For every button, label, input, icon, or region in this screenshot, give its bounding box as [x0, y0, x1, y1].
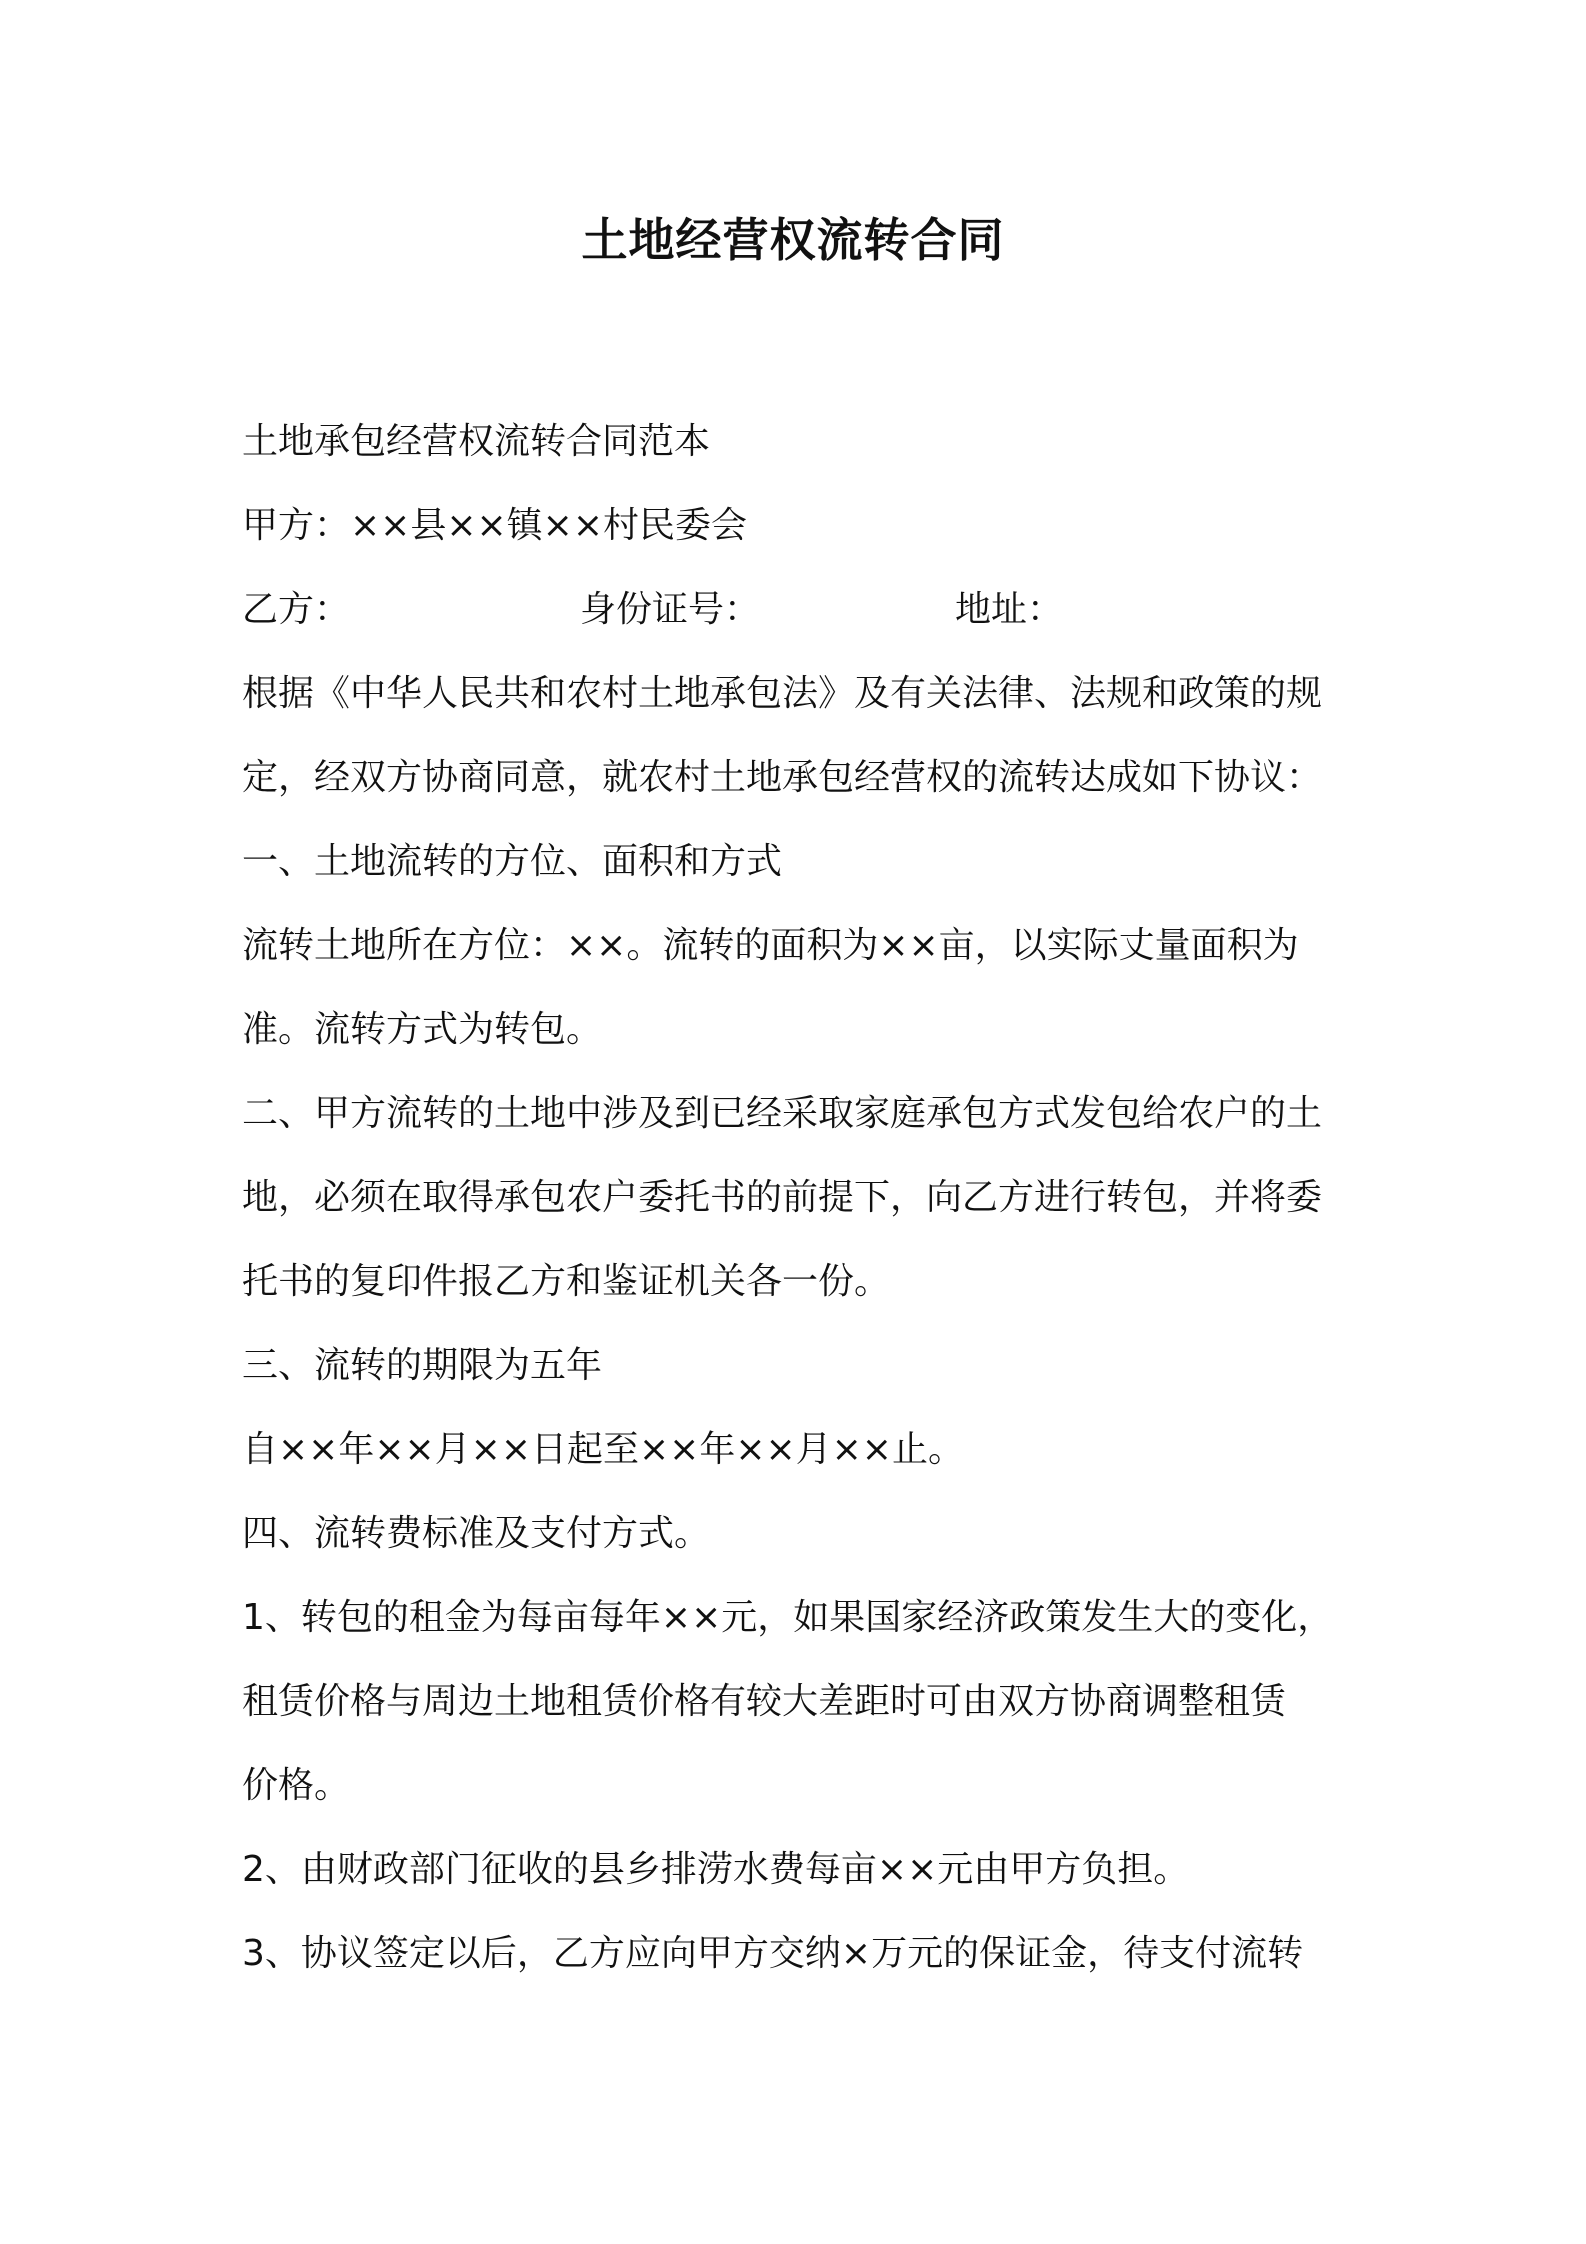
paragraph-line: 托书的复印件报乙方和鉴证机关各一份。 — [242, 1261, 891, 1302]
paragraph-line: 流转土地所在方位：××。流转的面积为××亩，以实际丈量面积为 — [242, 925, 1299, 966]
section-heading: 一、土地流转的方位、面积和方式 — [242, 841, 783, 882]
paragraph-line: 定，经双方协商同意，就农村土地承包经营权的流转达成如下协议： — [242, 757, 1323, 798]
document-body — [242, 400, 1372, 1996]
paragraph-line: 准。流转方式为转包。 — [242, 1009, 603, 1050]
document-title: 土地经营权流转合同 — [581, 213, 1005, 267]
section-heading: 二、甲方流转的土地中涉及到已经采取家庭承包方式发包给农户的土 — [242, 1093, 1323, 1134]
paragraph-line: 1、转包的租金为每亩每年××元，如果国家经济政策发生大的变化， — [242, 1597, 1334, 1638]
paragraph-line: 2、由财政部门征收的县乡排涝水费每亩××元由甲方负担。 — [242, 1849, 1190, 1890]
paragraph-line: 自××年××月××日起至××年××月××止。 — [242, 1429, 964, 1470]
address-label: 地址： — [955, 589, 1064, 630]
paragraph-line: 3、协议签定以后，乙方应向甲方交纳×万元的保证金，待支付流转 — [242, 1933, 1304, 1974]
paragraph-line: 租赁价格与周边土地租赁价格有较大差距时可由双方协商调整租赁 — [242, 1681, 1287, 1722]
party-b-info-row — [242, 568, 1372, 652]
section-heading: 三、流转的期限为五年 — [242, 1345, 603, 1386]
party-b-label: 乙方： — [242, 589, 351, 630]
party-a-line: 甲方：××县××镇××村民委会 — [242, 505, 747, 546]
paragraph-line: 地，必须在取得承包农户委托书的前提下，向乙方进行转包，并将委 — [242, 1177, 1323, 1218]
paragraph-line: 根据《中华人民共和农村土地承包法》及有关法律、法规和政策的规 — [242, 673, 1323, 714]
document-subtitle: 土地承包经营权流转合同范本 — [242, 421, 711, 462]
paragraph-line: 价格。 — [242, 1765, 351, 1806]
id-number-label: 身份证号： — [580, 589, 761, 630]
section-heading: 四、流转费标准及支付方式。 — [242, 1513, 711, 1554]
